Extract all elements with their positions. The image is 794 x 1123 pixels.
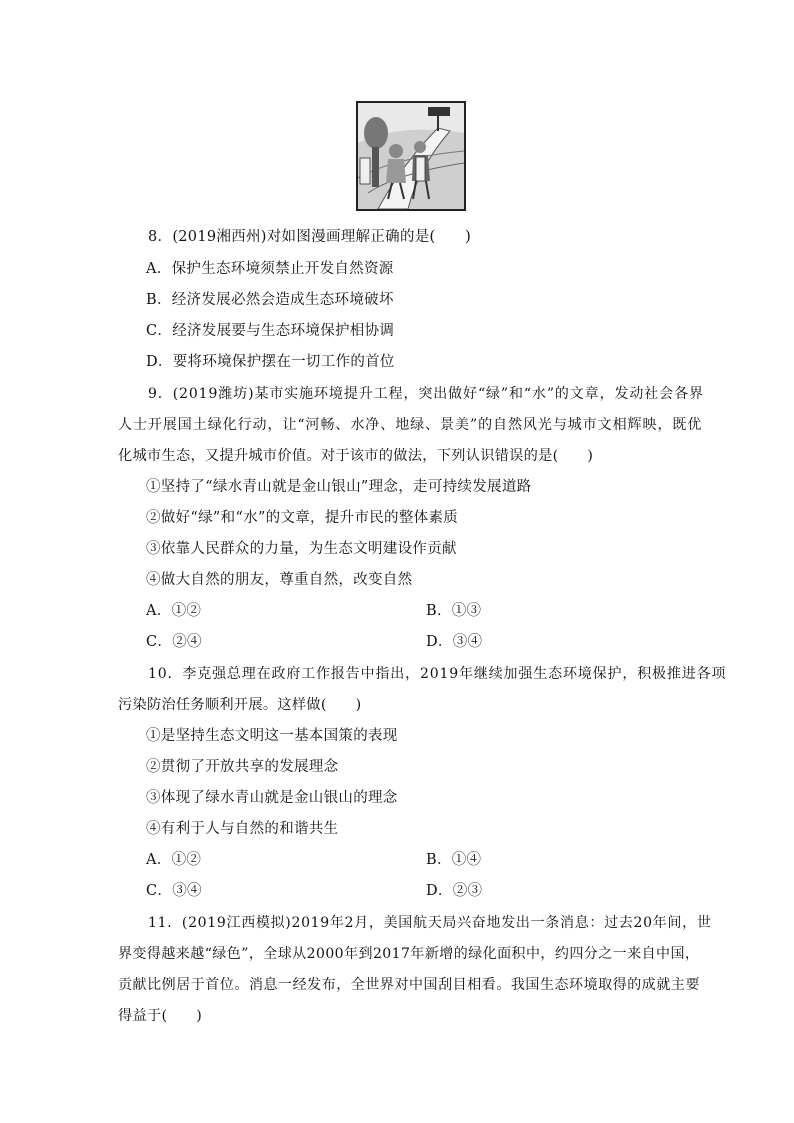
cartoon-drawing [358,103,464,209]
q11-stem-line-3: 贡献比例居于首位。消息一经发布，全世界对中国刮目相看。我国生态环境取得的成就主要 [118,977,700,993]
q9-option-a: A．①② [146,603,202,619]
q9-option-d: D．③④ [426,634,483,650]
q11-stem-line-4: 得益于( ) [118,1008,203,1024]
q9-option-c: C．②④ [146,634,202,650]
q8-option-b: B．经济发展必然会造成生态环境破坏 [146,292,394,308]
q10-option-c: C．③④ [146,883,202,899]
q10-option-d: D．②③ [426,883,483,899]
q11-stem-line-1: 11．(2019江西模拟)2019年2月，美国航天局兴奋地发出一条消息：过去20年间，世 [148,915,712,931]
q10-statement-4: ④有利于人与自然的和谐共生 [146,821,339,837]
q10-stem-line-1: 10．李克强总理在政府工作报告中指出，2019年继续加强生态环境保护，积极推进各项 [148,666,727,682]
q9-statement-3: ③依靠人民群众的力量，为生态文明建设作贡献 [146,541,457,557]
q10-option-a: A．①② [146,852,202,868]
q8-option-d: D．要将环境保护摆在一切工作的首位 [146,354,395,370]
q9-statement-1: ①坚持了“绿水青山就是金山银山”理念，走可持续发展道路 [146,479,532,495]
q9-stem-line-3: 化城市生态，又提升城市价值。对于该市的做法，下列认识错误的是( ) [118,448,594,464]
q9-stem-line-2: 人士开展国土绿化行动，让“河畅、水净、地绿、景美”的自然风光与城市文相辉映，既优 [118,417,703,433]
q10-statement-1: ①是坚持生态文明这一基本国策的表现 [146,728,398,744]
q9-statement-2: ②做好“绿”和“水”的文章，提升市民的整体素质 [146,510,459,526]
q9-stem-line-1: 9．(2019潍坊)某市实施环境提升工程，突出做好“绿”和“水”的文章，发动社会各界 [148,386,704,402]
q9-option-b: B．①③ [426,603,482,619]
q10-statement-2: ②贯彻了开放共享的发展理念 [146,759,339,775]
q8-option-a: A．保护生态环境须禁止开发自然资源 [146,261,394,277]
q11-stem-line-2: 界变得越来越“绿色”，全球从2000年到2017年新增的绿化面积中，约四分之一来自中国， [118,946,700,962]
q10-stem-line-2: 污染防治任务顺利开展。这样做( ) [118,697,362,713]
q10-option-b: B．①④ [426,852,482,868]
q9-statement-4: ④做大自然的朋友，尊重自然，改变自然 [146,572,413,588]
q10-statement-3: ③体现了绿水青山就是金山银山的理念 [146,790,398,806]
q8-option-c: C．经济发展要与生态环境保护相协调 [146,323,395,339]
q8-stem: 8．(2019湘西州)对如图漫画理解正确的是( ) [148,229,472,245]
cartoon-illustration [356,101,466,211]
